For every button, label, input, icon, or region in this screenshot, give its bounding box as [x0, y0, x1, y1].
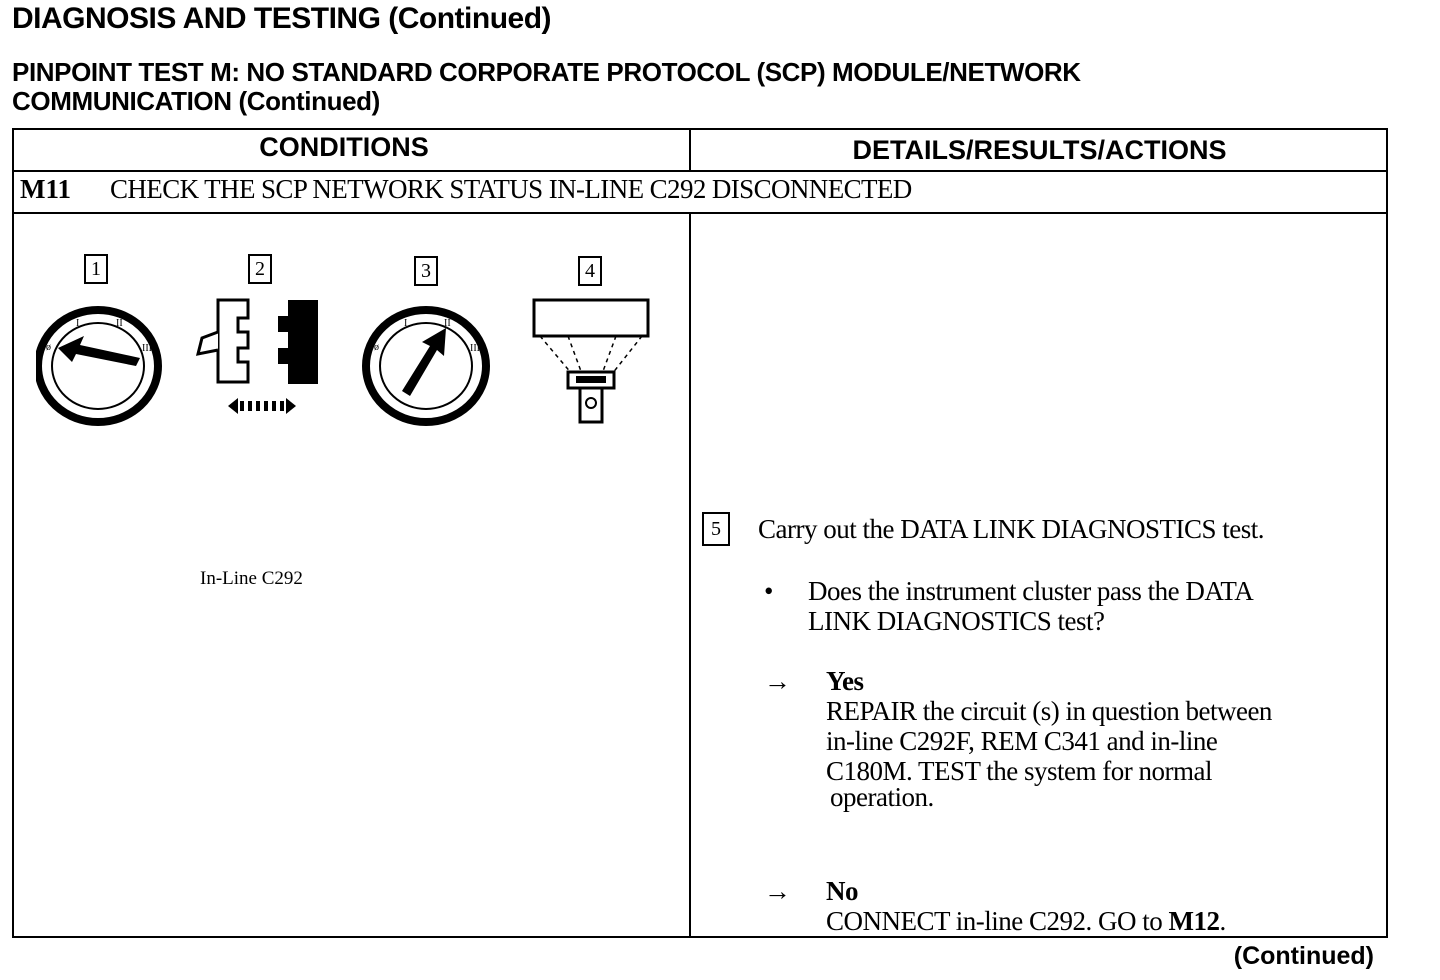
- step-title: CHECK THE SCP NETWORK STATUS IN-LINE C292 DISCONNECTED: [110, 174, 912, 204]
- pinpoint-title-line-1: PINPOINT TEST M: NO STANDARD CORPORATE PROTOCOL (SCP) MODULE/NETWORK: [12, 57, 1081, 87]
- action-instruction: Carry out the DATA LINK DIAGNOSTICS test.: [758, 514, 1265, 544]
- no-action: [826, 906, 1226, 936]
- svg-text:I: I: [404, 318, 408, 329]
- svg-text:I: I: [76, 318, 80, 329]
- yes-action-line-1: REPAIR the circuit (s) in question between: [826, 696, 1272, 726]
- figure-4-number: 4: [578, 256, 602, 286]
- connector-label: In-Line C292: [200, 568, 303, 589]
- body-column-divider: [689, 212, 691, 936]
- yes-label: Yes: [826, 666, 864, 696]
- ignition-switch-run-icon: [362, 306, 492, 426]
- yes-action-line-3: C180M. TEST the system for normal: [826, 756, 1212, 786]
- no-label: No: [826, 876, 858, 906]
- conditions-header: CONDITIONS: [259, 132, 429, 162]
- action-5-number: 5: [702, 512, 730, 546]
- arrow-right-icon: →: [764, 876, 791, 906]
- scan-tool-icon: [530, 296, 654, 426]
- details-header: DETAILS/RESULTS/ACTIONS: [852, 135, 1227, 165]
- figure-3-number: 3: [414, 256, 438, 286]
- bullet-icon: •: [764, 576, 773, 606]
- question-line-1: Does the instrument cluster pass the DATA: [808, 576, 1254, 606]
- svg-text:ø: ø: [374, 342, 379, 353]
- yes-action-line-4: operation.: [830, 782, 934, 812]
- goto-step-link: M12: [1168, 906, 1220, 936]
- no-action-end: .: [1219, 906, 1226, 936]
- question-line-2: LINK DIAGNOSTICS test?: [808, 606, 1105, 636]
- svg-text:ø: ø: [46, 342, 51, 353]
- test-table: [12, 128, 1388, 938]
- yes-action-line-2: in-line C292F, REM C341 and in-line: [826, 726, 1218, 756]
- svg-text:III: III: [470, 343, 480, 354]
- pinpoint-title-line-2: COMMUNICATION (Continued): [12, 86, 380, 116]
- page-title: DIAGNOSIS AND TESTING (Continued): [12, 2, 552, 35]
- svg-text:II: II: [116, 318, 123, 329]
- arrow-right-icon: →: [764, 666, 791, 696]
- svg-text:II: II: [444, 318, 451, 329]
- figure-2-number: 2: [248, 254, 272, 284]
- ignition-switch-off-icon: [36, 306, 166, 426]
- continued-footer: (Continued): [1233, 942, 1374, 970]
- no-action-text: CONNECT in-line C292. GO to: [826, 906, 1169, 936]
- pinpoint-test-title: [12, 58, 1081, 116]
- svg-text:III: III: [142, 343, 152, 354]
- figure-1-number: 1: [84, 254, 108, 284]
- step-divider: [14, 212, 1386, 214]
- connector-disconnect-icon: [194, 296, 324, 424]
- header-divider: [14, 170, 1386, 172]
- step-code: M11: [20, 174, 71, 204]
